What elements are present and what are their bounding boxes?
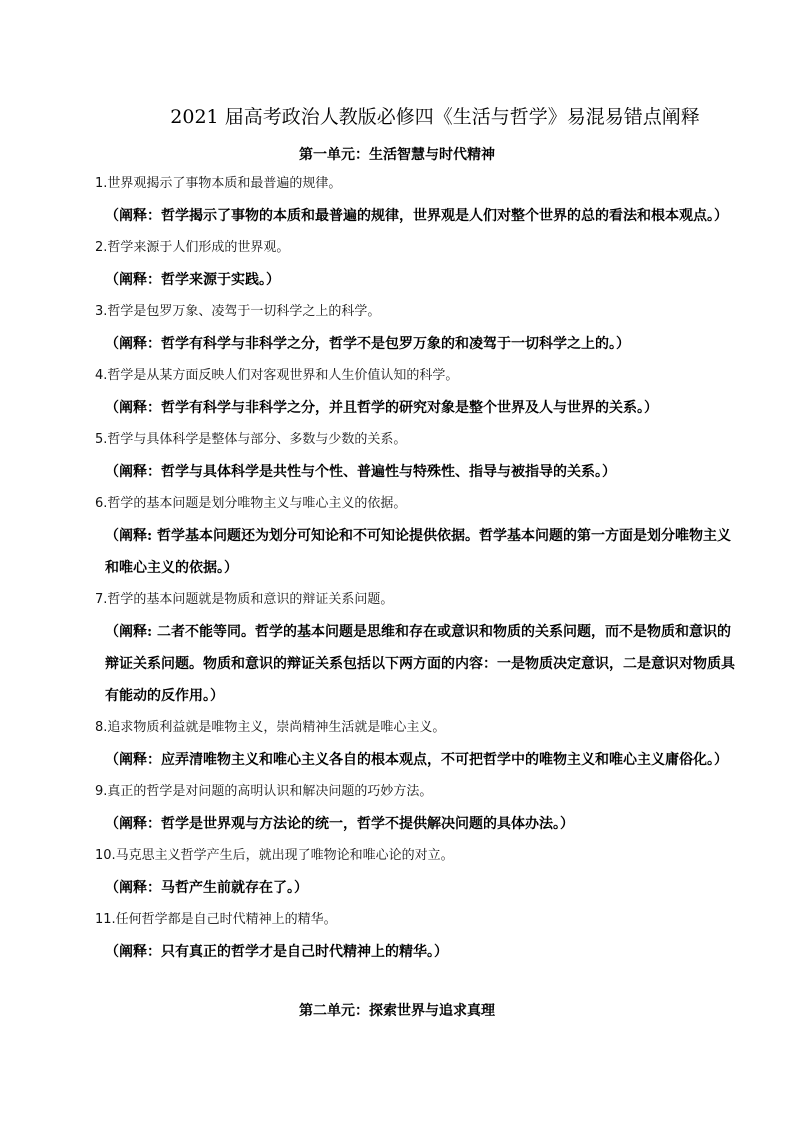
item-question: 2.哲学来源于人们形成的世界观。: [95, 240, 290, 255]
list-item: [95, 174, 735, 232]
item-question: 10.马克思主义哲学产生后，就出现了唯物论和唯心论的对立。: [95, 848, 454, 863]
item-list: [95, 170, 735, 974]
document-title: 2021 届高考政治人教版必修四《生活与哲学》易混易错点阐释: [170, 106, 700, 128]
list-item: [95, 782, 735, 840]
unit-heading: 第二单元：探索世界与追求真理: [299, 1003, 495, 1019]
list-item: [95, 238, 735, 296]
list-item: [95, 430, 735, 488]
item-question: 11.任何哲学都是自己时代精神上的精华。: [95, 912, 337, 927]
list-item: [95, 846, 735, 904]
item-question: 9.真正的哲学是对问题的高明认识和解决问题的巧妙方法。: [95, 784, 433, 799]
item-explanation: （阐释：哲学有科学与非科学之分，并且哲学的研究对象是整个世界及人与世界的关系。）: [105, 400, 658, 416]
item-explanation: （阐释：只有真正的哲学才是自己时代精神上的精华。）: [105, 944, 448, 960]
item-question: 4.哲学是从某方面反映人们对客观世界和人生价值认知的科学。: [95, 368, 459, 383]
item-explanation: （阐释：应弄清唯物主义和唯心主义各自的根本观点，不可把哲学中的唯物主义和唯心主义庸俗化。）: [105, 752, 728, 768]
item-question: 6.哲学的基本问题是划分唯物主义与唯心主义的依据。: [95, 496, 407, 511]
item-question: 3.哲学是包罗万象、凌驾于一切科学之上的科学。: [95, 304, 381, 319]
list-item: [95, 590, 735, 712]
item-explanation: （阐释：哲学来源于实践。）: [105, 272, 280, 288]
item-question: 8.追求物质利益就是唯物主义，崇尚精神生活就是唯心主义。: [95, 720, 446, 735]
item-explanation: （阐释: 哲学基本问题还为划分可知论和不可知论提供依据。哲学基本问题的第一方面是划分唯物主义和唯心主义的依据。）: [105, 528, 732, 576]
item-explanation: （阐释：哲学是世界观与方法论的统一，哲学不提供解决问题的具体办法。）: [105, 816, 574, 832]
item-explanation: （阐释：哲学揭示了事物的本质和最普遍的规律，世界观是人们对整个世界的总的看法和根本观点。）: [105, 208, 728, 224]
unit-heading: 第一单元：生活智慧与时代精神: [299, 147, 495, 163]
list-item: [95, 366, 735, 424]
item-explanation: （阐释：哲学与具体科学是共性与个性、普遍性与特殊性、指导与被指导的关系。）: [105, 464, 616, 480]
item-question: 5.哲学与具体科学是整体与部分、多数与少数的关系。: [95, 432, 407, 447]
item-question: 7.哲学的基本问题就是物质和意识的辩证关系问题。: [95, 592, 394, 607]
list-item: [95, 910, 735, 968]
item-question: 1.世界观揭示了事物本质和最普遍的规律。: [95, 176, 342, 191]
list-item: [95, 494, 735, 584]
item-explanation: （阐释: 二者不能等同。哲学的基本问题是思维和存在或意识和物质的关系问题，而不是物质和意识的辩证关系问题。物质和意识的辩证关系包括以下两方面的内容：一是物质决定意识，二是意识对物质具有能动的反作用。）: [105, 624, 735, 704]
item-explanation: （阐释：哲学有科学与非科学之分，哲学不是包罗万象的和凌驾于一切科学之上的。）: [105, 336, 630, 352]
item-explanation: （阐释：马哲产生前就存在了。）: [105, 880, 308, 896]
list-item: [95, 302, 735, 360]
list-item: [95, 718, 735, 776]
